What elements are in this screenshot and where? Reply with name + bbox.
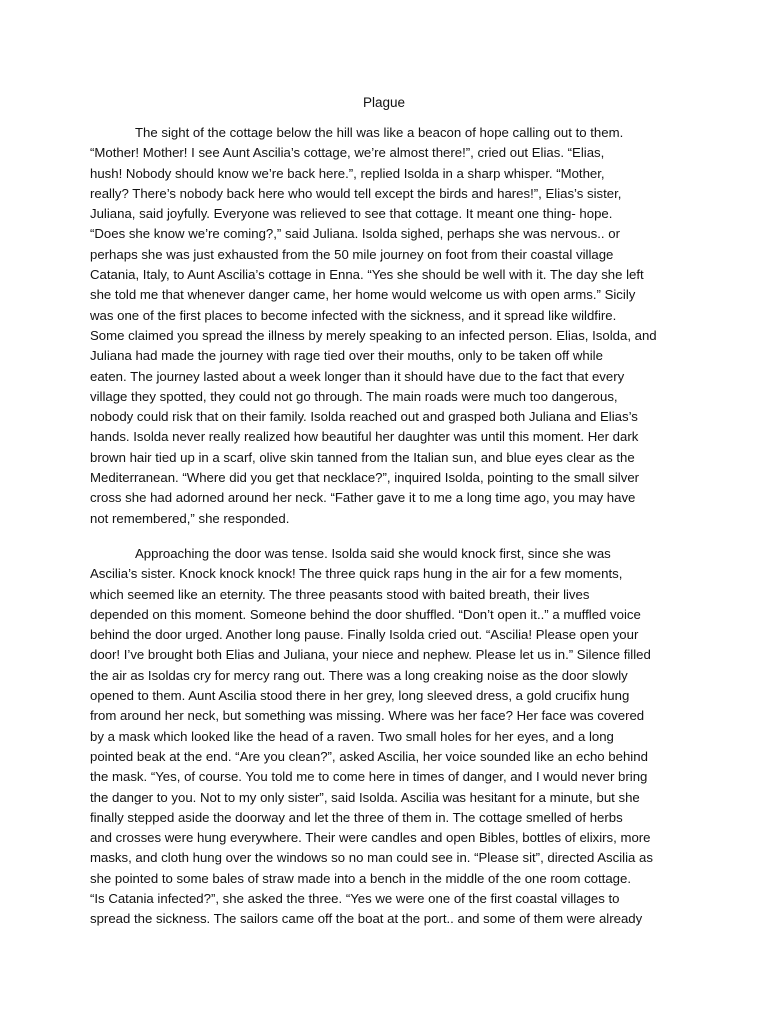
text-line: Juliana, said joyfully. Everyone was relieved to see that cottage. It meant one thing- hope. [90, 206, 613, 222]
text-line: by a mask which looked like the head of a raven. Two small holes for her eyes, and a long [90, 728, 614, 744]
text-line: she told me that whenever danger came, her home would welcome us with open arms.” Sicily [90, 287, 636, 303]
text-line: spread the sickness. The sailors came off the boat at the port.. and some of them were already [90, 911, 643, 927]
text-line: which seemed like an eternity. The three peasants stood with baited breath, their lives [90, 586, 590, 602]
text-line: masks, and cloth hung over the windows so no man could see in. “Please sit”, directed Ascilia as [90, 850, 653, 866]
text-line: Juliana had made the journey with rage tied over their mouths, only to be taken off while [90, 348, 603, 364]
text-line: brown hair tied up in a scarf, olive skin tanned from the Italian sun, and blue eyes clear as the [90, 449, 635, 465]
text-line: opened to them. Aunt Ascilia stood there in her grey, long sleeved dress, a gold crucifix hung [90, 688, 630, 704]
text-line: the danger to you. Not to my only sister”, said Isolda. Ascilia was hesitant for a minute, but she [90, 789, 640, 805]
text-line: Mediterranean. “Where did you get that necklace?”, inquired Isolda, pointing to the small silver [90, 470, 640, 486]
text-line: was one of the first places to become infected with the sickness, and it spread like wildfire. [90, 307, 617, 323]
text-line: hush! Nobody should know we’re back here.”, replied Isolda in a sharp whisper. “Mother, [90, 165, 605, 181]
text-line: Some claimed you spread the illness by merely speaking to an infected person. Elias, Isolda, and [90, 327, 657, 343]
text-line: she pointed to some bales of straw made into a bench in the middle of the one room cottage. [90, 870, 632, 886]
text-line: Approaching the door was tense. Isolda said she would knock first, since she was [135, 546, 611, 561]
text-line: “Mother! Mother! I see Aunt Ascilia’s cottage, we’re almost there!”, cried out Elias. “Elias, [90, 145, 605, 161]
text-line: from around her neck, but something was missing. Where was her face? Her face was covered [90, 708, 645, 724]
text-line: Ascilia’s sister. Knock knock knock! The three quick raps hung in the air for a few moments, [90, 566, 623, 582]
text-line: the air as Isoldas cry for mercy rang out. There was a long creaking noise as the door slowly [90, 667, 628, 683]
document-title: Plague [362, 95, 406, 110]
text-line: cross she had adorned around her neck. “Father gave it to me a long time ago, you may have [90, 490, 636, 506]
text-line: really? There’s nobody back here who would tell except the birds and hares!”, Elias’s sister, [90, 185, 622, 201]
text-line: “Does she know we’re coming?,” said Juliana. Isolda sighed, perhaps she was nervous.. or [90, 226, 620, 242]
text-line: hands. Isolda never really realized how beautiful her daughter was until this moment. Her dark [90, 429, 639, 445]
text-line: and crosses were hung everywhere. Their were candles and open Bibles, bottles of elixirs, more [90, 830, 651, 846]
text-line: door! I’ve brought both Elias and Juliana, your niece and nephew. Please let us in.” Silence filled [90, 647, 651, 663]
text-line: eaten. The journey lasted about a week longer than it should have due to the fact that every [90, 368, 625, 384]
text-line: depended on this moment. Someone behind the door shuffled. “Don’t open it..” a muffled voice [90, 606, 641, 622]
text-line: behind the door urged. Another long pause. Finally Isolda cried out. “Ascilia! Please open your [90, 627, 639, 643]
text-line: Catania, Italy, to Aunt Ascilia’s cottage in Enna. “Yes she should be well with it. The day she left [90, 267, 644, 283]
text-line: pointed beak at the end. “Are you clean?”, asked Ascilia, her voice sounded like an echo behind [90, 748, 648, 764]
text-line: village they spotted, they could not go through. The main roads were much too dangerous, [90, 388, 618, 404]
text-line: nobody could risk that on their family. Isolda reached out and grasped both Juliana and Elias’s [90, 409, 638, 425]
paragraph-2 [90, 544, 690, 930]
paragraph-1 [90, 123, 690, 529]
text-line: The sight of the cottage below the hill was like a beacon of hope calling out to them. [135, 125, 624, 140]
text-line: the mask. “Yes, of course. You told me to come here in times of danger, and I would never bring [90, 769, 648, 785]
text-line: not remembered,” she responded. [90, 510, 290, 526]
text-line: “Is Catania infected?”, she asked the three. “Yes we were one of the first coastal villages to [90, 891, 620, 907]
text-line: finally stepped aside the doorway and let the three of them in. The cottage smelled of herbs [90, 809, 623, 825]
text-line: perhaps she was just exhausted from the 50 mile journey on foot from their coastal village [90, 246, 614, 262]
